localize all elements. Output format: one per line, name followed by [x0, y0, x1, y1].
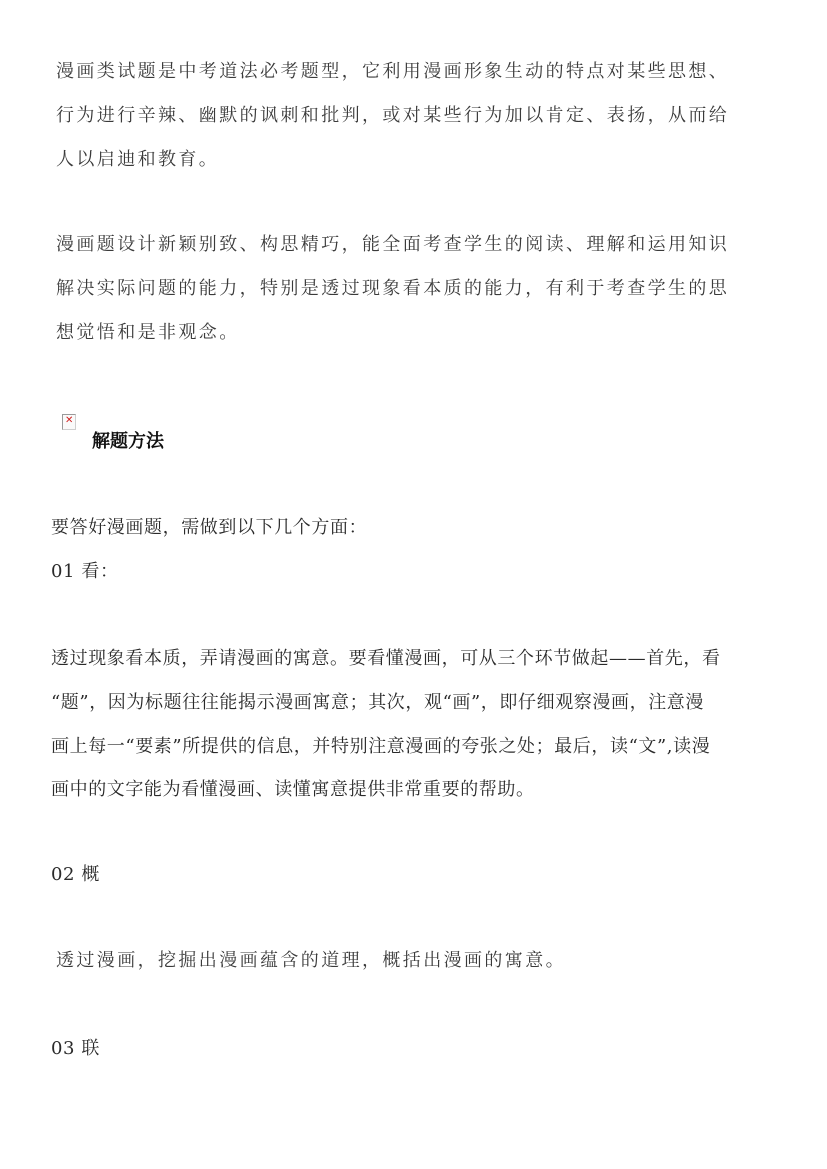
broken-image-icon: [62, 414, 76, 430]
method-lead: 要答好漫画题，需做到以下几个方面：: [51, 517, 368, 538]
step2-label: 02 概: [51, 864, 101, 885]
intro-para2-line: 漫画题设计新颖别致、构思精巧，能全面考查学生的阅读、理解和运用知识: [56, 234, 730, 255]
intro-para2-line: 解决实际问题的能力，特别是透过现象看本质的能力，有利于考查学生的思: [56, 278, 730, 299]
step1-body-line: 画上每一“要素”所提供的信息，并特别注意漫画的夸张之处；最后，读“文”,读漫: [51, 736, 711, 757]
intro-para1-line: 漫画类试题是中考道法必考题型，它利用漫画形象生动的特点对某些思想、: [56, 61, 730, 82]
step1-body-line: 画中的文字能为看懂漫画、读懂寓意提供非常重要的帮助。: [51, 779, 535, 800]
intro-para1-line: 人以启迪和教育。: [56, 149, 220, 170]
intro-para2-line: 想觉悟和是非观念。: [56, 322, 240, 343]
step3-label: 03 联: [51, 1038, 101, 1059]
section-title: 解题方法: [92, 431, 164, 452]
step1-body-line: “题”，因为标题往往能揭示漫画寓意；其次，观“画”，即仔细观察漫画，注意漫: [51, 692, 705, 713]
step1-label: 01 看：: [51, 561, 119, 582]
step2-body: 透过漫画，挖掘出漫画蕴含的道理，概括出漫画的寓意。: [56, 950, 566, 971]
close-icon: ✕: [65, 415, 74, 426]
intro-para1-line: 行为进行辛辣、幽默的讽刺和批判，或对某些行为加以肯定、表扬，从而给: [56, 105, 730, 126]
step1-body-line: 透过现象看本质，弄请漫画的寓意。要看懂漫画，可从三个环节做起——首先，看: [51, 648, 721, 669]
